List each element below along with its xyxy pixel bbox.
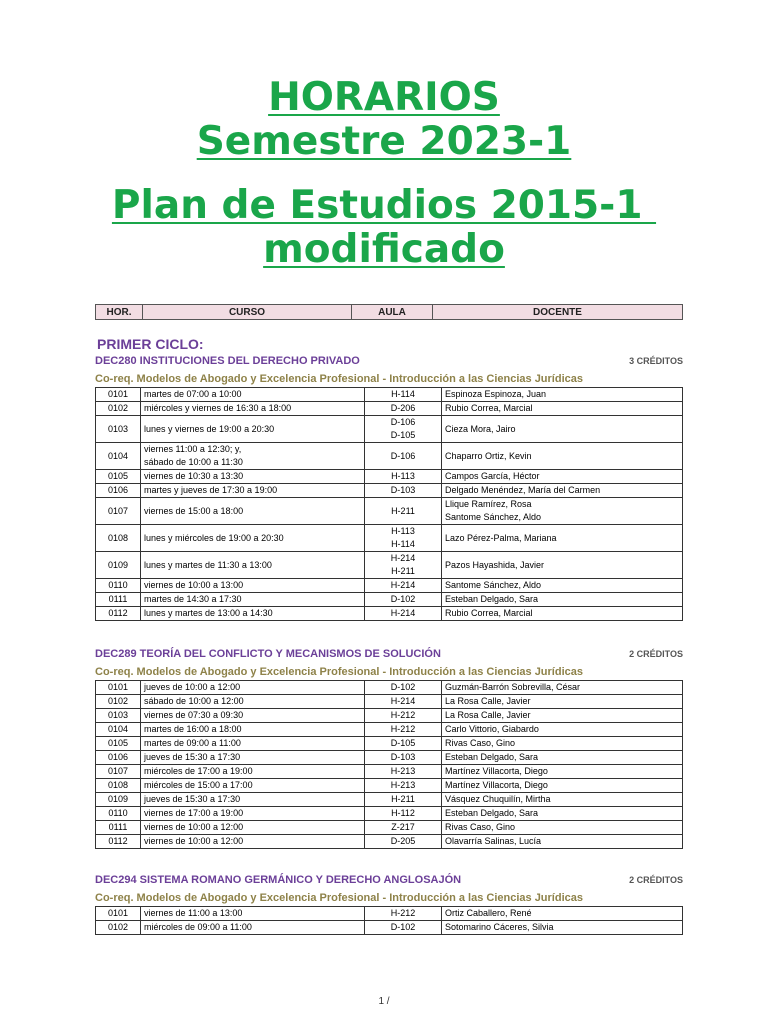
cell-aula (365, 593, 442, 607)
cell-curso (141, 737, 365, 751)
cell-hor: 0108 (96, 525, 141, 552)
cell-aula (365, 484, 442, 498)
aula-line: H-212 (390, 908, 416, 918)
cell-aula (365, 921, 442, 935)
title-line-2: Semestre 2023-1 (196, 119, 572, 164)
curso-line: martes de 07:00 a 10:00 (144, 389, 242, 399)
cell-docente (442, 695, 683, 709)
aula-line: H-113 (391, 471, 415, 481)
cell-curso (141, 709, 365, 723)
page-number: 1 / (378, 996, 390, 1007)
cell-docente (442, 579, 683, 593)
cell-hor: 0103 (96, 416, 141, 443)
title-line-3: Plan de Estudios 2015-1 (111, 183, 657, 228)
course-credits: 2 CRÉDITOS (629, 649, 683, 659)
aula-line: H-213 (390, 766, 416, 776)
course-heading (95, 648, 683, 664)
docente-line: Pazos Hayashida, Javier (445, 559, 545, 570)
docente-line: Vásquez Chuquilín, Mirtha (445, 794, 551, 804)
cell-hor: 0112 (96, 835, 141, 849)
cell-curso (141, 402, 365, 416)
cell-aula (365, 779, 442, 793)
cell-docente (442, 737, 683, 751)
cell-hor: 0109 (96, 793, 141, 807)
cell-hor: 0101 (96, 388, 141, 402)
aula-line: H-211 (391, 566, 415, 576)
cell-hor: 0102 (96, 402, 141, 416)
cell-hor: 0111 (96, 593, 141, 607)
cell-hor: 0104 (96, 443, 141, 470)
cell-docente (442, 416, 683, 443)
aula-line: H-212 (390, 710, 416, 720)
curso-line: viernes de 11:00 a 13:00 (144, 908, 243, 918)
curso-line: lunes y martes de 13:00 a 14:30 (144, 608, 273, 618)
table-row (96, 751, 683, 765)
header-hor: HOR. (96, 305, 143, 320)
cell-curso (141, 921, 365, 935)
cell-hor: 0105 (96, 470, 141, 484)
table-row (96, 921, 683, 935)
course-heading (95, 874, 683, 890)
cycle-title: PRIMER CICLO: (97, 336, 204, 352)
aula-line: H-214 (390, 696, 416, 706)
table-row (96, 695, 683, 709)
curso-line: lunes y martes de 11:30 a 13:00 (144, 559, 272, 570)
docente-line: Martínez Villacorta, Diego (445, 766, 548, 776)
cell-aula (365, 607, 442, 621)
docente-line: Rubio Correa, Marcial (445, 608, 533, 618)
cell-docente (442, 793, 683, 807)
schedule-table (95, 906, 683, 935)
schedule-table (95, 387, 683, 621)
curso-line: martes de 16:00 a 18:00 (144, 724, 242, 734)
curso-line: miércoles de 17:00 a 19:00 (144, 766, 253, 776)
cell-curso (141, 416, 365, 443)
table-row (96, 443, 683, 470)
docente-line: Chaparro Ortiz, Kevin (445, 450, 532, 461)
table-row (96, 402, 683, 416)
cell-curso (141, 484, 365, 498)
curso-line: lunes y miércoles de 19:00 a 20:30 (144, 532, 284, 543)
docente-line: Delgado Menéndez, María del Carmen (445, 485, 601, 495)
cell-aula (365, 579, 442, 593)
table-row (96, 552, 683, 579)
aula-line: D-106 (390, 450, 416, 461)
cell-aula (365, 907, 442, 921)
curso-line: jueves de 15:30 a 17:30 (144, 752, 241, 762)
cell-docente (442, 835, 683, 849)
cell-hor: 0108 (96, 779, 141, 793)
docente-line: Espinoza Espinoza, Juan (445, 389, 547, 399)
docente-line: Carlo Vittorio, Giabardo (445, 724, 539, 734)
course-section-dec280 (95, 355, 683, 621)
cell-docente (442, 765, 683, 779)
curso-line: viernes de 15:00 a 18:00 (144, 505, 244, 516)
cell-docente (442, 723, 683, 737)
cell-aula (365, 498, 442, 525)
docente-line: Martínez Villacorta, Diego (445, 780, 548, 790)
table-row (96, 681, 683, 695)
docente-line: Rivas Caso, Gino (445, 738, 516, 748)
cell-curso (141, 579, 365, 593)
aula-line: D-105 (390, 738, 416, 748)
curso-line: viernes de 10:00 a 12:00 (144, 836, 244, 846)
cell-curso (141, 470, 365, 484)
cell-curso (141, 807, 365, 821)
cell-hor: 0112 (96, 607, 141, 621)
aula-line: H-211 (391, 794, 415, 804)
curso-line: viernes 11:00 a 12:30; y, (144, 444, 242, 454)
cell-hor: 0111 (96, 821, 141, 835)
cell-docente (442, 593, 683, 607)
cell-docente (442, 402, 683, 416)
cell-hor: 0106 (96, 751, 141, 765)
header-curso: CURSO (143, 305, 352, 320)
aula-line: D-105 (390, 430, 416, 440)
title-line-4: modificado (263, 227, 505, 272)
course-section-dec289 (95, 648, 683, 849)
aula-line: Z-217 (391, 822, 415, 832)
docente-line: Ortiz Caballero, René (445, 908, 532, 918)
column-header-table (95, 304, 683, 320)
course-name: DEC294 SISTEMA ROMANO GERMÁNICO Y DERECHO ANGLOSAJÓN (95, 874, 462, 886)
cell-aula (365, 751, 442, 765)
cell-aula (365, 416, 442, 443)
table-row (96, 907, 683, 921)
docente-line: Esteban Delgado, Sara (445, 808, 539, 818)
aula-line: H-114 (391, 539, 415, 549)
aula-line: D-103 (390, 752, 416, 762)
aula-line: D-106 (390, 417, 416, 427)
cell-aula (365, 723, 442, 737)
aula-line: H-214 (390, 553, 416, 563)
cell-curso (141, 525, 365, 552)
cell-aula (365, 470, 442, 484)
curso-line: sábado de 10:00 a 11:30 (144, 457, 243, 467)
title-line-1: HORARIOS (268, 75, 500, 120)
cell-aula (365, 737, 442, 751)
curso-line: jueves de 10:00 a 12:00 (144, 682, 241, 692)
cell-aula (365, 443, 442, 470)
cell-hor: 0107 (96, 498, 141, 525)
cell-aula (365, 552, 442, 579)
table-row (96, 737, 683, 751)
docente-line: Rivas Caso, Gino (445, 822, 516, 832)
cell-docente (442, 484, 683, 498)
docente-line: Santome Sánchez, Aldo (445, 512, 542, 522)
cell-curso (141, 695, 365, 709)
course-coreq: Co-req. Modelos de Abogado y Excelencia Profesional - Introducción a las Ciencias Jurídicas (95, 373, 583, 385)
curso-line: viernes de 10:00 a 13:00 (144, 580, 244, 590)
docente-line: Campos García, Héctor (445, 471, 540, 481)
cell-curso (141, 907, 365, 921)
cell-curso (141, 723, 365, 737)
cell-docente (442, 807, 683, 821)
cell-docente (442, 709, 683, 723)
aula-line: H-113 (391, 526, 415, 536)
cell-docente (442, 751, 683, 765)
table-row (96, 579, 683, 593)
aula-line: H-214 (390, 580, 416, 590)
table-row (96, 709, 683, 723)
cell-hor: 0103 (96, 709, 141, 723)
table-row (96, 723, 683, 737)
cell-curso (141, 751, 365, 765)
cell-curso (141, 388, 365, 402)
cell-curso (141, 498, 365, 525)
curso-line: martes de 14:30 a 17:30 (144, 594, 242, 604)
cell-docente (442, 921, 683, 935)
cell-aula (365, 807, 442, 821)
cell-docente (442, 552, 683, 579)
aula-line: D-103 (390, 485, 416, 495)
table-row (96, 807, 683, 821)
cell-curso (141, 765, 365, 779)
docente-line: Lazo Pérez-Palma, Mariana (445, 532, 557, 543)
curso-line: miércoles de 09:00 a 11:00 (144, 922, 252, 932)
cell-curso (141, 552, 365, 579)
cell-aula (365, 709, 442, 723)
curso-line: viernes de 17:00 a 19:00 (144, 808, 244, 818)
table-row (96, 525, 683, 552)
table-row (96, 498, 683, 525)
cell-curso (141, 779, 365, 793)
aula-line: H-114 (391, 389, 415, 399)
table-row (96, 388, 683, 402)
cell-docente (442, 607, 683, 621)
curso-line: viernes de 07:30 a 09:30 (144, 710, 244, 720)
cell-docente (442, 821, 683, 835)
curso-line: viernes de 10:00 a 12:00 (144, 822, 244, 832)
cell-docente (442, 443, 683, 470)
aula-line: D-102 (390, 594, 416, 604)
cell-hor: 0110 (96, 807, 141, 821)
curso-line: viernes de 10:30 a 13:30 (144, 471, 244, 481)
aula-line: D-102 (390, 682, 416, 692)
table-row (96, 821, 683, 835)
course-name: DEC280 INSTITUCIONES DEL DERECHO PRIVADO (95, 355, 360, 367)
cell-hor: 0102 (96, 921, 141, 935)
cell-hor: 0101 (96, 681, 141, 695)
cell-hor: 0102 (96, 695, 141, 709)
cell-docente (442, 470, 683, 484)
cell-hor: 0110 (96, 579, 141, 593)
cell-aula (365, 402, 442, 416)
cell-docente (442, 388, 683, 402)
cell-hor: 0105 (96, 737, 141, 751)
cell-curso (141, 835, 365, 849)
curso-line: jueves de 15:30 a 17:30 (144, 794, 241, 804)
cell-aula (365, 793, 442, 807)
cell-curso (141, 793, 365, 807)
cell-docente (442, 525, 683, 552)
docente-line: Cieza Mora, Jairo (445, 423, 516, 434)
docente-line: Esteban Delgado, Sara (445, 752, 539, 762)
course-heading (95, 355, 683, 371)
cell-hor: 0106 (96, 484, 141, 498)
table-row (96, 779, 683, 793)
cell-curso (141, 607, 365, 621)
curso-line: sábado de 10:00 a 12:00 (144, 696, 244, 706)
table-row (96, 484, 683, 498)
curso-line: miércoles de 15:00 a 17:00 (144, 780, 253, 790)
docente-line: Santome Sánchez, Aldo (445, 580, 542, 590)
course-section-dec294 (95, 874, 683, 935)
table-row (96, 765, 683, 779)
aula-line: H-112 (391, 808, 415, 818)
aula-line: H-212 (390, 724, 416, 734)
cell-hor: 0109 (96, 552, 141, 579)
curso-line: martes de 09:00 a 11:00 (144, 738, 241, 748)
curso-line: lunes y viernes de 19:00 a 20:30 (144, 423, 275, 434)
table-row (96, 793, 683, 807)
course-coreq: Co-req. Modelos de Abogado y Excelencia Profesional - Introducción a las Ciencias Jurídicas (95, 666, 583, 678)
cell-aula (365, 681, 442, 695)
aula-line: H-213 (390, 780, 416, 790)
cell-hor: 0104 (96, 723, 141, 737)
docente-line: Sotomarino Cáceres, Silvia (445, 922, 554, 932)
curso-line: miércoles y viernes de 16:30 a 18:00 (144, 403, 292, 413)
cell-curso (141, 821, 365, 835)
docente-line: Llique Ramírez, Rosa (445, 499, 532, 509)
docente-line: La Rosa Calle, Javier (445, 710, 531, 720)
header-docente: DOCENTE (433, 305, 683, 320)
header-aula: AULA (352, 305, 433, 320)
table-row (96, 416, 683, 443)
aula-line: H-214 (390, 608, 416, 618)
cell-aula (365, 388, 442, 402)
docente-line: Guzmán-Barrón Sobrevilla, César (445, 682, 581, 692)
course-name: DEC289 TEORÍA DEL CONFLICTO Y MECANISMOS DE SOLUCIÓN (95, 648, 441, 660)
cell-hor: 0107 (96, 765, 141, 779)
cell-aula (365, 821, 442, 835)
cell-curso (141, 443, 365, 470)
cell-aula (365, 835, 442, 849)
cell-curso (141, 593, 365, 607)
docente-line: Rubio Correa, Marcial (445, 403, 533, 413)
cell-curso (141, 681, 365, 695)
cell-docente (442, 907, 683, 921)
cell-docente (442, 779, 683, 793)
aula-line: H-211 (391, 505, 415, 516)
table-row (96, 470, 683, 484)
table-row (96, 593, 683, 607)
table-row (96, 835, 683, 849)
cell-aula (365, 695, 442, 709)
course-credits: 2 CRÉDITOS (629, 875, 683, 885)
cell-aula (365, 765, 442, 779)
course-credits: 3 CRÉDITOS (629, 356, 683, 366)
cell-hor: 0101 (96, 907, 141, 921)
curso-line: martes y jueves de 17:30 a 19:00 (144, 485, 278, 495)
cell-docente (442, 681, 683, 695)
docente-line: La Rosa Calle, Javier (445, 696, 531, 706)
docente-line: Esteban Delgado, Sara (445, 594, 539, 604)
course-coreq: Co-req. Modelos de Abogado y Excelencia Profesional - Introducción a las Ciencias Jurídicas (95, 892, 583, 904)
aula-line: D-102 (390, 922, 416, 932)
aula-line: D-205 (390, 836, 416, 846)
aula-line: D-206 (390, 403, 416, 413)
cell-docente (442, 498, 683, 525)
document-title (0, 76, 768, 272)
docente-line: Olavarría Salinas, Lucía (445, 836, 542, 846)
table-row (96, 607, 683, 621)
cell-aula (365, 525, 442, 552)
schedule-table (95, 680, 683, 849)
